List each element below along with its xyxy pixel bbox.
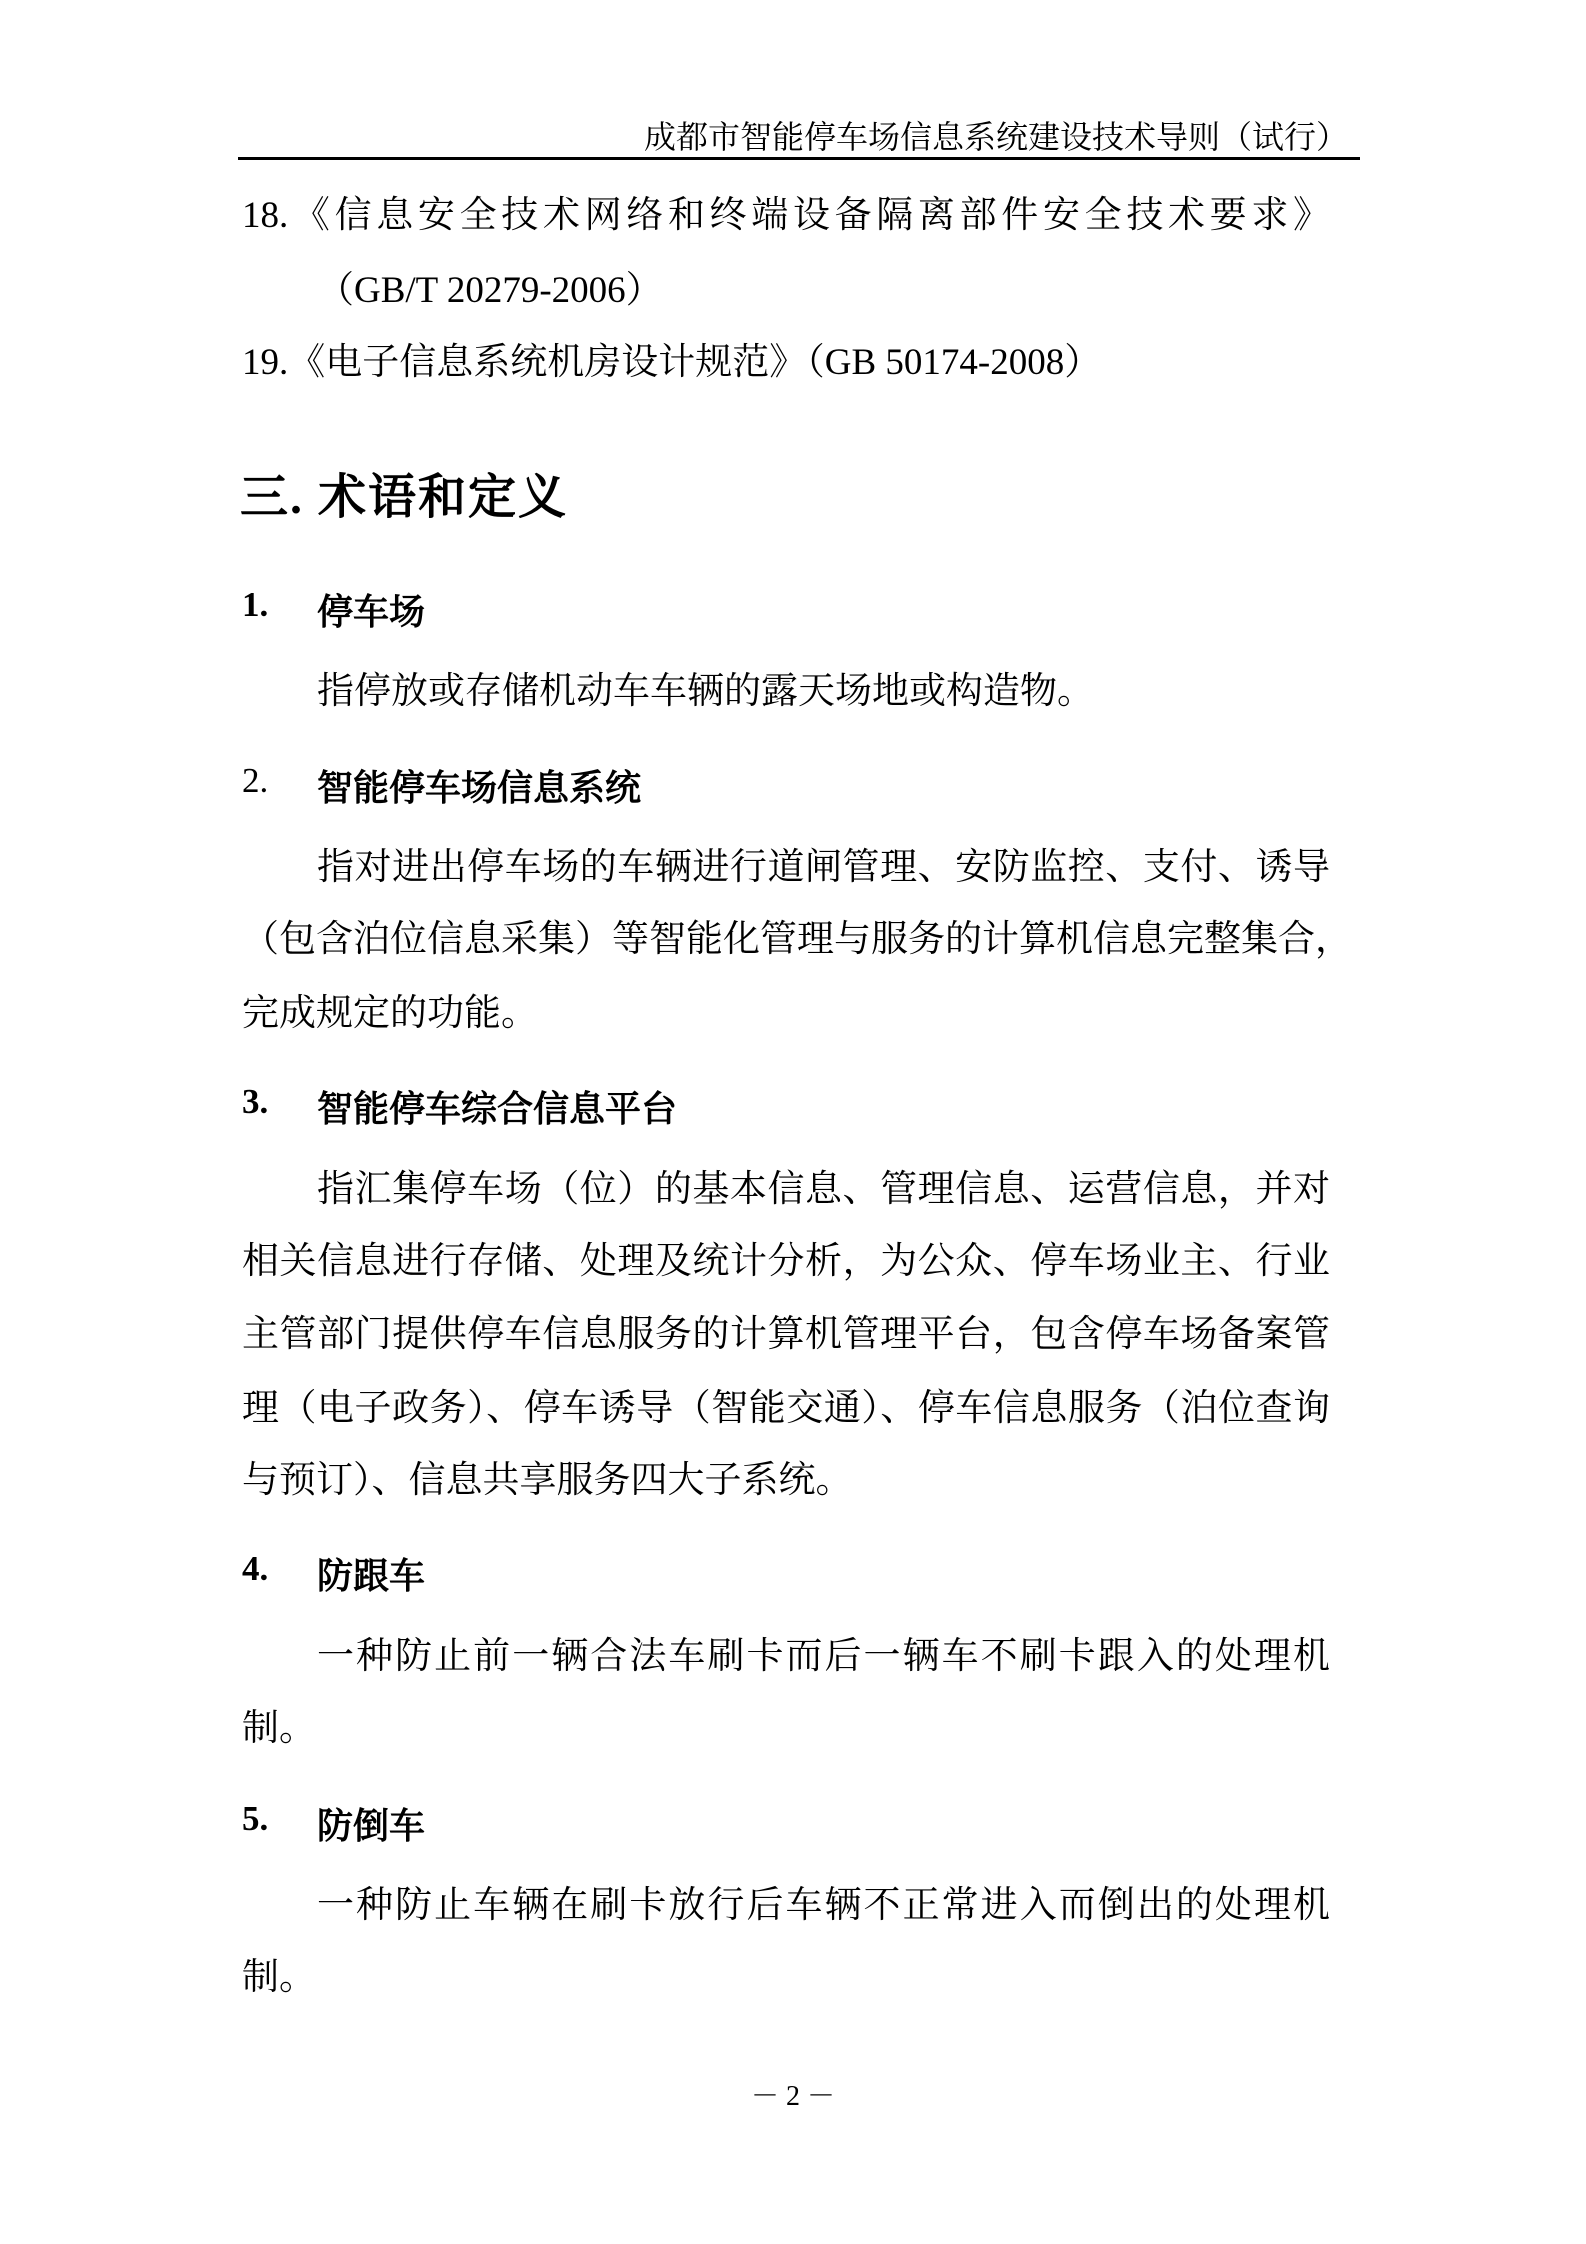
term-number: 2. [242, 761, 269, 800]
reference-number: 18. [242, 195, 289, 236]
reference-text: 《电子信息系统机房设计规范》（GB 50174-2008） [288, 342, 1102, 383]
reference-18 [242, 194, 1330, 238]
term-definition-line: 相关信息进行存储、处理及统计分析，为公众、停车场业主、行业 [242, 1241, 1330, 1282]
term-title: 停车场 [317, 592, 426, 632]
term-definition-line: 理（电子政务）、停车诱导（智能交通）、停车信息服务（泊位查询 [242, 1388, 1330, 1429]
term-title: 防跟车 [317, 1556, 426, 1596]
term-definition-line: （包含泊位信息采集）等智能化管理与服务的计算机信息完整集合， [242, 919, 1352, 960]
term-definition-line: 指对进出停车场的车辆进行道闸管理、安防监控、支付、诱导 [317, 847, 1330, 888]
term-definition-line: 一种防止前一辆合法车刷卡而后一辆车不刷卡跟入的处理机 [317, 1636, 1330, 1677]
reference-18-code: （GB/T 20279-2006） [317, 270, 663, 311]
reference-text: 《信息安全技术网络和终端设备隔离部件安全技术要求》 [288, 195, 1330, 236]
running-header: 成都市智能停车场信息系统建设技术导则（试行） [643, 119, 1348, 155]
section-heading: 三. 术语和定义 [240, 471, 569, 524]
term-number: 5. [242, 1799, 269, 1838]
term-number: 4. [242, 1549, 269, 1588]
term-definition-line: 制。 [242, 1708, 316, 1749]
reference-number: 19. [242, 342, 289, 383]
term-definition-line: 制。 [242, 1957, 316, 1998]
term-definition-line: 完成规定的功能。 [242, 993, 538, 1034]
term-definition-line: 一种防止车辆在刷卡放行后车辆不正常进入而倒出的处理机 [317, 1885, 1330, 1926]
header-rule [238, 157, 1360, 160]
page-number: － 2 － [750, 2081, 835, 2112]
term-title: 智能停车场信息系统 [317, 768, 642, 808]
term-title: 防倒车 [317, 1806, 426, 1846]
term-number: 3. [242, 1082, 269, 1121]
term-definition-line: 指汇集停车场（位）的基本信息、管理信息、运营信息，并对 [317, 1169, 1330, 1210]
term-definition-line: 指停放或存储机动车车辆的露天场地或构造物。 [317, 671, 1094, 712]
reference-19 [242, 341, 1330, 385]
term-definition-line: 与预订）、信息共享服务四大子系统。 [242, 1460, 853, 1501]
term-title: 智能停车综合信息平台 [317, 1089, 678, 1129]
term-definition-line: 主管部门提供停车信息服务的计算机管理平台，包含停车场备案管 [242, 1314, 1330, 1355]
term-number: 1. [242, 585, 269, 624]
